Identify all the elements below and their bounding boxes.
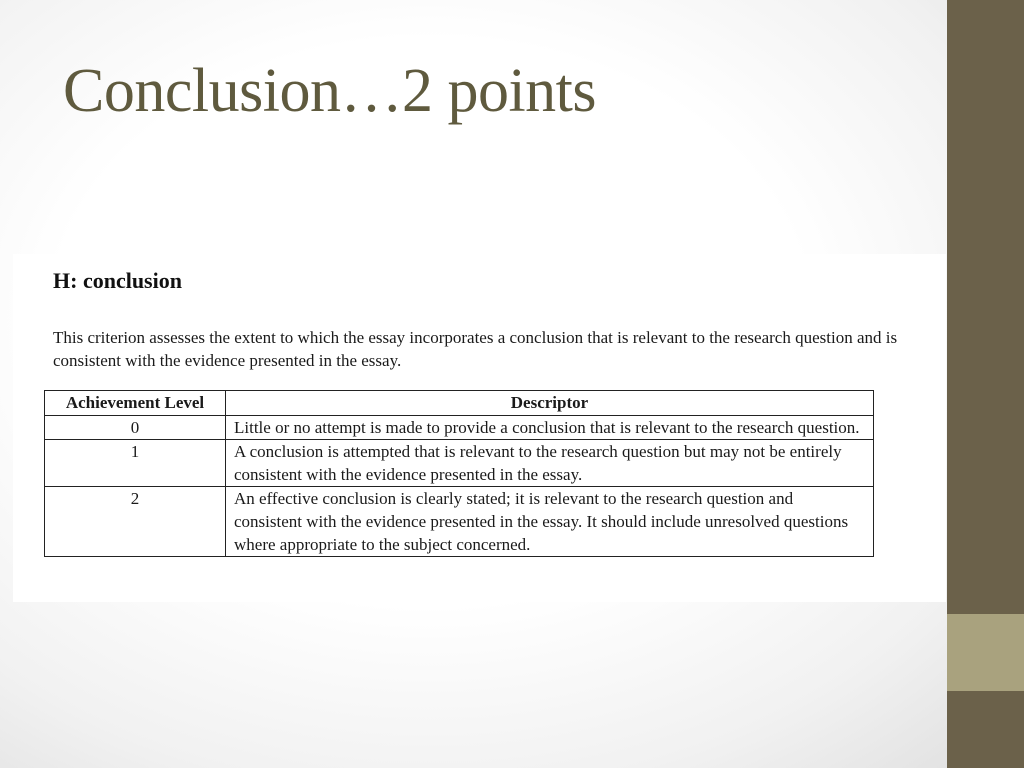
descriptor: Little or no attempt is made to provide a conclusion that is relevant to the research question. bbox=[226, 416, 874, 440]
table-row bbox=[45, 440, 874, 487]
descriptor: A conclusion is attempted that is relevant to the research question but may not be entirely consistent with the evidence presented in the essay. bbox=[226, 440, 874, 487]
table-row bbox=[45, 487, 874, 557]
achievement-level: 0 bbox=[45, 416, 226, 440]
descriptor: An effective conclusion is clearly stated; it is relevant to the research question and consistent with the evidence presented in the essay. It should include unresolved questions where appropriate to the subject concerned. bbox=[226, 487, 874, 557]
rubric-excerpt bbox=[13, 254, 946, 602]
column-header-descriptor: Descriptor bbox=[226, 391, 874, 416]
rubric-table bbox=[44, 390, 874, 557]
column-header-level: Achievement Level bbox=[45, 391, 226, 416]
table-header-row bbox=[45, 391, 874, 416]
slide-title: Conclusion…2 points bbox=[63, 57, 597, 125]
table-row bbox=[45, 416, 874, 440]
rubric-heading: H: conclusion bbox=[53, 268, 182, 293]
rubric-intro: This criterion assesses the extent to which the essay incorporates a conclusion that is relevant to the research question and is consistent with the evidence presented in the essay. bbox=[53, 328, 898, 370]
sidebar-accent-block bbox=[947, 614, 1024, 691]
achievement-level: 1 bbox=[45, 440, 226, 487]
achievement-level: 2 bbox=[45, 487, 226, 557]
